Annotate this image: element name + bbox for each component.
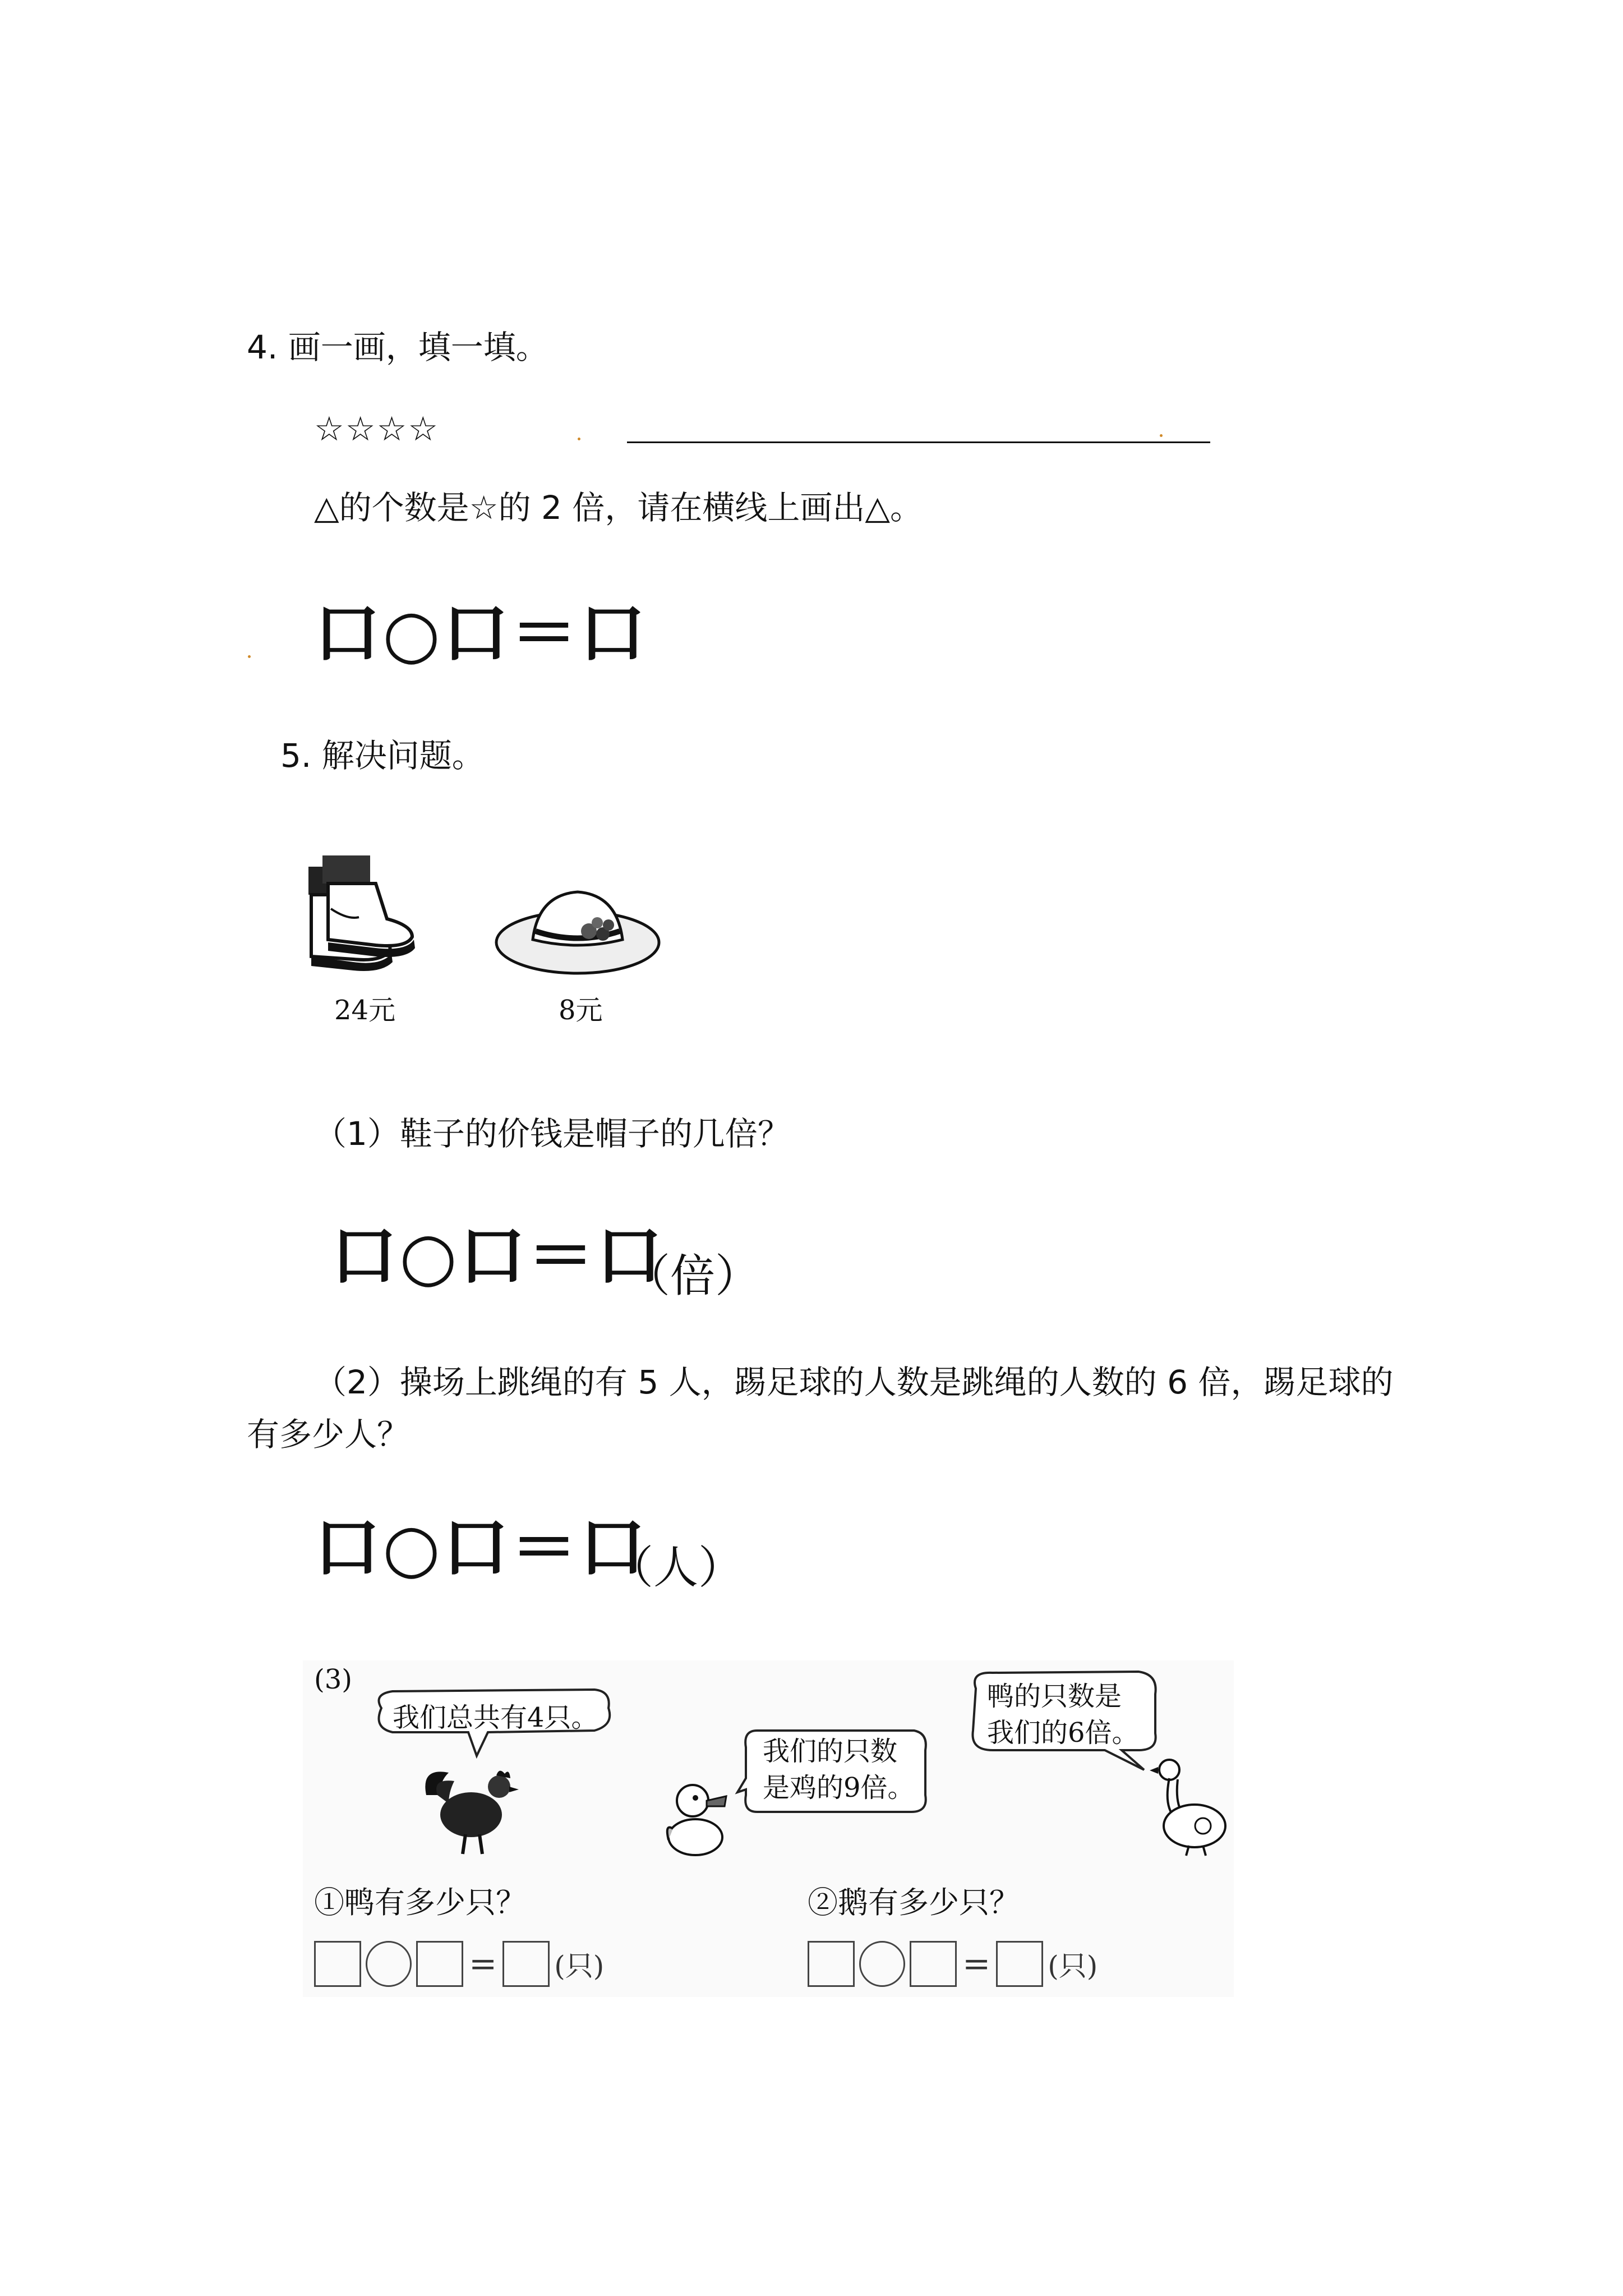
answer-box[interactable] bbox=[416, 1941, 463, 1987]
operator-circle[interactable] bbox=[366, 1941, 412, 1987]
answer-box[interactable] bbox=[808, 1941, 855, 1987]
answer-box[interactable] bbox=[996, 1941, 1043, 1987]
q4-title: 4. 画一画，填一填。 bbox=[247, 328, 548, 366]
goose-speech-line2: 我们的6倍。 bbox=[987, 1717, 1139, 1749]
q5-p3-sub1-question: ①鸭有多少只？ bbox=[314, 1885, 526, 1920]
duck-speech-line1: 我们的只数 bbox=[763, 1736, 898, 1767]
rooster-icon bbox=[415, 1761, 527, 1857]
q4-answer-line[interactable] bbox=[627, 441, 1210, 443]
q5-p2-question-line2: 有多少人？ bbox=[247, 1415, 410, 1453]
answer-box[interactable] bbox=[314, 1941, 361, 1987]
equals-sign: = bbox=[962, 1944, 991, 1984]
stray-mark bbox=[578, 438, 580, 440]
q5-p2-question-line1: （2）操场上跳绳的有 5 人，踢足球的人数是跳绳的人数的 6 倍，踢足球的 bbox=[314, 1363, 1394, 1401]
stray-mark bbox=[1160, 434, 1163, 437]
goose-speech-line1: 鸭的只数是 bbox=[987, 1681, 1122, 1712]
goose-icon bbox=[1150, 1750, 1228, 1857]
equals-sign: = bbox=[469, 1944, 497, 1984]
q5-p3-sub2-question: ②鹅有多少只？ bbox=[808, 1885, 1020, 1920]
q5-title: 5. 解决问题。 bbox=[280, 737, 485, 775]
q4-equation[interactable]: 口○口＝口 bbox=[314, 595, 648, 672]
boots-price: 24元 bbox=[334, 995, 396, 1026]
stray-mark bbox=[248, 655, 251, 658]
q5-p3-sub2-unit: (只) bbox=[1048, 1950, 1098, 1982]
duck-icon bbox=[662, 1773, 740, 1862]
q5-p1-question: （1）鞋子的价钱是帽子的几倍？ bbox=[314, 1115, 790, 1153]
q5-p3-sub1-equation[interactable] bbox=[314, 1941, 604, 1987]
q5-p1-equation[interactable]: 口○口＝口 bbox=[331, 1217, 665, 1295]
q5-p1-unit: （倍） bbox=[625, 1250, 760, 1302]
q5-p2-equation[interactable]: 口○口＝口 bbox=[314, 1509, 648, 1586]
q4-instruction: △的个数是☆的 2 倍，请在横线上画出△。 bbox=[314, 489, 923, 527]
hat-price: 8元 bbox=[559, 995, 603, 1026]
hat-icon bbox=[494, 878, 662, 979]
q5-p3-label: (3) bbox=[314, 1664, 352, 1695]
q5-p3-figure bbox=[303, 1660, 1234, 1997]
q4-stars: ☆☆☆☆ bbox=[314, 409, 440, 449]
q5-p3-sub2-equation[interactable] bbox=[808, 1941, 1098, 1987]
answer-box[interactable] bbox=[910, 1941, 957, 1987]
q5-p2-unit: （人） bbox=[608, 1542, 743, 1594]
duck-speech-line2: 是鸡的9倍。 bbox=[763, 1772, 915, 1803]
rooster-speech: 我们总共有4只。 bbox=[393, 1702, 598, 1733]
answer-box[interactable] bbox=[502, 1941, 550, 1987]
operator-circle[interactable] bbox=[859, 1941, 905, 1987]
q5-p3-sub1-unit: (只) bbox=[554, 1950, 605, 1982]
boots-icon bbox=[297, 847, 426, 987]
